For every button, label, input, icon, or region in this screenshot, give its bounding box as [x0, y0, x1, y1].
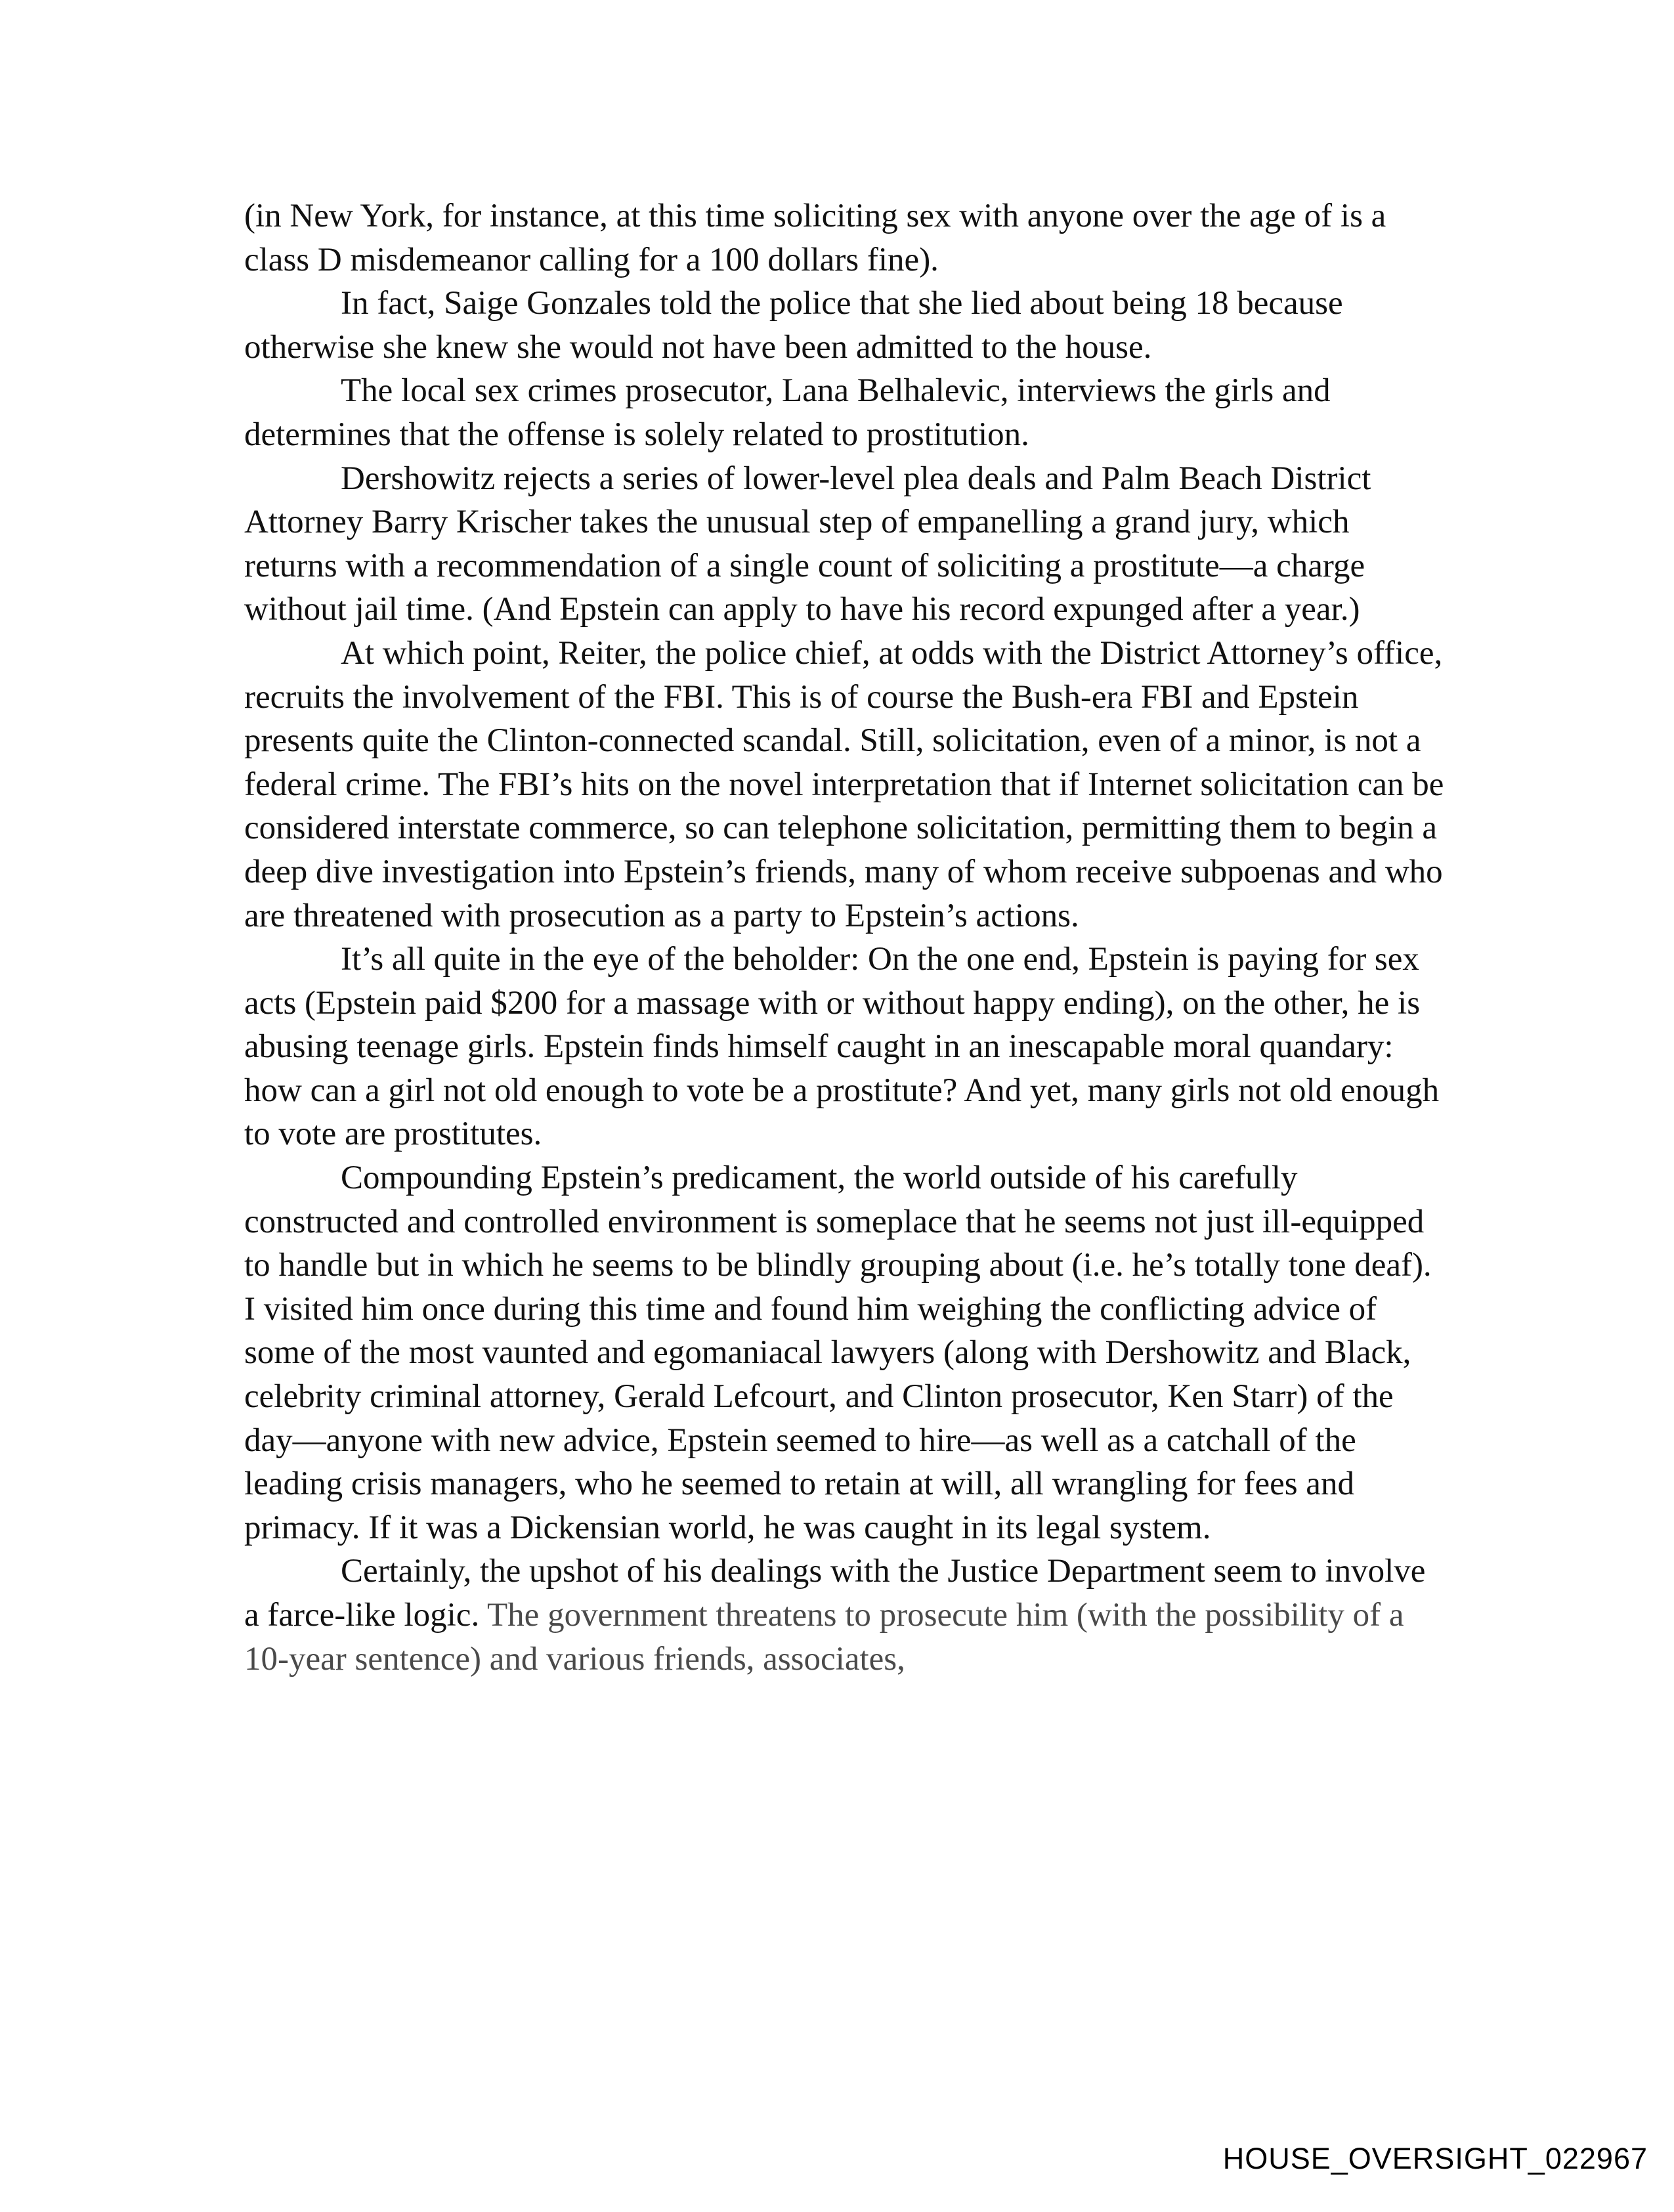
paragraph: It’s all quite in the eye of the beholder: On the one end, Epstein is paying for sex acts (Epstein paid $200 for a massage with or without happy ending), on the other, he is abusing teenage girls. Epstein finds himself caught in an inescapable moral quandary: how can a girl not old enough to vote be a prostitute? And yet, many girls not old enough to vote are prostitutes.	[244, 941, 1440, 1153]
paragraph: Compounding Epstein’s predicament, the world outside of his carefully constructed and controlled environment is someplace that he seems not just ill-equipped to handle but in which he seems to be blindly grouping about (i.e. he’s totally tone deaf). I visited him once during this time and found him weighing the conflicting advice of some of the most vaunted and egomaniacal lawyers (along with Dershowitz and Black, celebrity criminal attorney, Gerald Lefcourt, and Clinton prosecutor, Ken Starr) of the day—anyone with new advice, Epstein seemed to hire—as well as a catchall of the leading crisis managers, who he seemed to retain at will, all wrangling for fees and primacy. If it was a Dickensian world, he was caught in its legal system.	[244, 1160, 1432, 1546]
paragraph-continuation: The government threatens to prosecute him (with the possibility of a 10-year sentence) and various friends, associates,	[244, 1597, 1404, 1678]
paragraph	[244, 1550, 1446, 1681]
paragraph: (in New York, for instance, at this time soliciting sex with anyone over the age of is a class D misdemeanor calling for a 100 dollars fine).	[244, 198, 1386, 278]
bates-number: HOUSE_OVERSIGHT_022967	[1222, 2142, 1648, 2175]
paragraph: The local sex crimes prosecutor, Lana Belhalevic, interviews the girls and determines that the offense is solely related to prostitution.	[244, 372, 1331, 453]
paragraph-text: Certainly, the upshot of his dealings with the Justice Department seem to involve a farce-like logic.	[244, 1553, 1426, 1634]
paragraph: At which point, Reiter, the police chief, at odds with the District Attorney’s office, recruits the involvement of the FBI. This is of course the Bush-era FBI and Epstein presents quite the Clinton-connected scandal. Still, solicitation, even of a minor, is not a federal crime. The FBI’s hits on the novel interpretation that if Internet solicitation can be considered interstate commerce, so can telephone solicitation, permitting them to begin a deep dive investigation into Epstein’s friends, many of whom receive subpoenas and who are threatened with prosecution as a party to Epstein’s actions.	[244, 634, 1444, 934]
paragraph: Dershowitz rejects a series of lower-level plea deals and Palm Beach District Attorney Barry Krischer takes the unusual step of empanelling a grand jury, which returns with a recommendation of a single count of soliciting a prostitute—a charge without jail time. (And Epstein can apply to have his record expunged after a year.)	[244, 460, 1371, 628]
body-text	[244, 194, 1446, 1681]
paragraph: In fact, Saige Gonzales told the police that she lied about being 18 because otherwise she knew she would not have been admitted to the house.	[244, 285, 1343, 366]
